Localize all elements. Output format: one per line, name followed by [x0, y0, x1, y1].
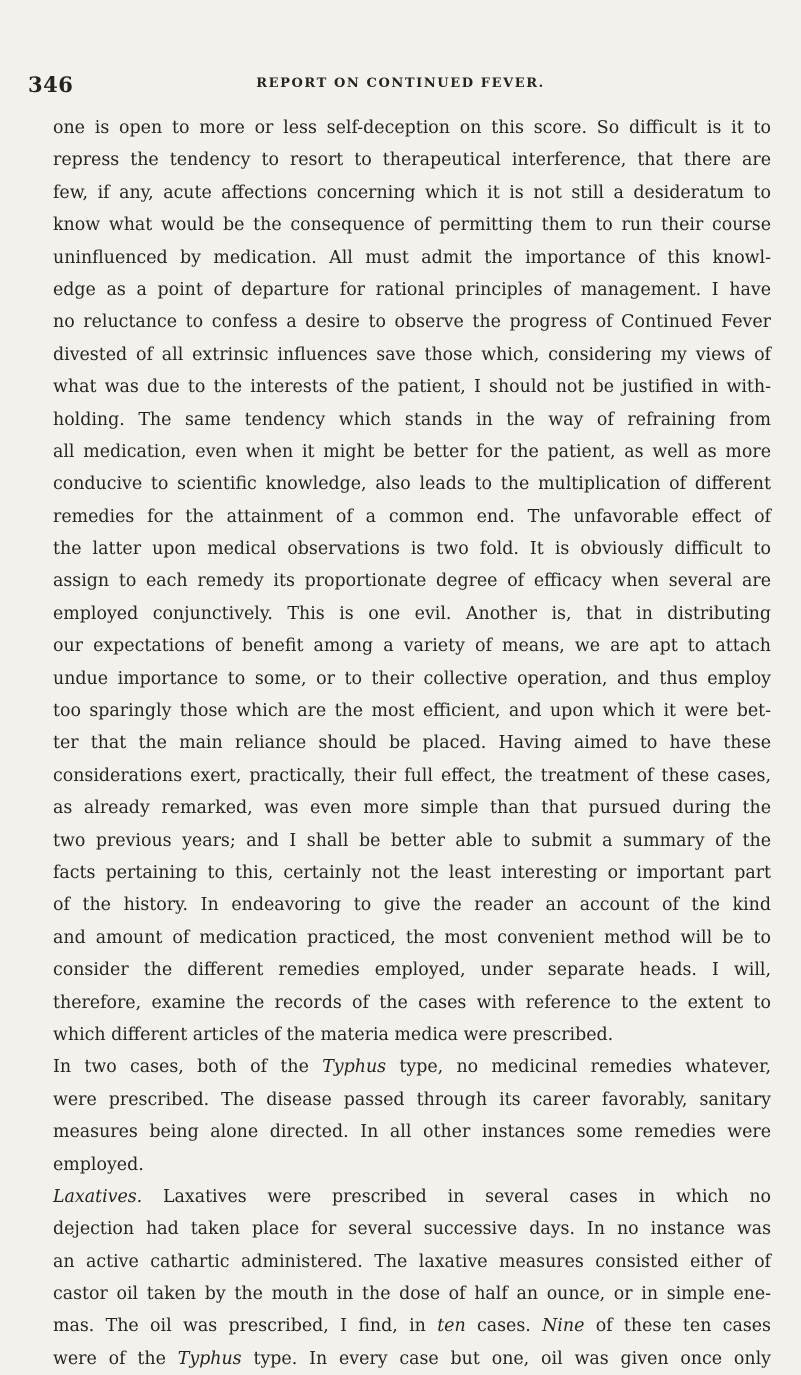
text-segment: of the history. In endeavoring to give the reader an account of the kind: [53, 895, 771, 916]
text-segment: undue importance to some, or to their collective operation, and thus employ: [53, 668, 771, 689]
text-line: [53, 825, 771, 857]
text-segment: few, if any, acute affections concerning which it is not still a desideratum to: [53, 182, 771, 203]
text-line: [53, 954, 771, 986]
italic-text: Typhus: [322, 1057, 387, 1078]
text-segment: castor oil taken by the mouth in the dose of half an ounce, or in simple ene-: [53, 1284, 771, 1305]
text-segment: therefore, examine the records of the cases with reference to the extent to: [53, 992, 771, 1013]
text-line: [53, 727, 771, 759]
running-title: REPORT ON CONTINUED FEVER.: [256, 76, 545, 91]
text-segment: uninfluenced by medication. All must admit the importance of this knowl-: [53, 247, 771, 268]
text-segment: remedies for the attainment of a common end. The unfavorable effect of: [53, 506, 771, 527]
text-segment: edge as a point of departure for rational principles of management. I have: [53, 279, 771, 300]
text-line: [53, 436, 771, 468]
text-line: [53, 1181, 771, 1213]
text-segment: employed.: [53, 1154, 144, 1175]
text-line: [53, 209, 771, 241]
text-segment: assign to each remedy its proportionate degree of efficacy when several are: [53, 571, 771, 592]
text-segment: Laxatives were prescribed in several cases in which no: [142, 1186, 771, 1207]
text-line: [53, 274, 771, 306]
text-segment: ter that the main reliance should be placed. Having aimed to have these: [53, 733, 771, 754]
text-segment: an active cathartic administered. The laxative measures consisted either of: [53, 1251, 771, 1272]
text-segment: type, no medicinal remedies whatever,: [386, 1057, 772, 1078]
text-line: [53, 1343, 771, 1375]
text-line: [53, 922, 771, 954]
text-line: [53, 1310, 771, 1342]
text-line: [53, 792, 771, 824]
body-text: [53, 112, 771, 1375]
italic-text: Nine: [542, 1316, 585, 1337]
text-segment: which different articles of the materia medica were prescribed.: [53, 1024, 614, 1045]
text-line: [53, 1051, 771, 1083]
text-segment: cases.: [465, 1316, 543, 1337]
page-header: [28, 72, 773, 102]
text-line: [53, 242, 771, 274]
text-line: [53, 1019, 771, 1051]
text-segment: of these ten cases: [584, 1316, 771, 1337]
text-segment: as already remarked, was even more simple than that pursued during the: [53, 798, 771, 819]
text-segment: were prescribed. The disease passed through its career favorably, sanitary: [53, 1089, 771, 1110]
text-segment: facts pertaining to this, certainly not the least interesting or important part: [53, 862, 771, 883]
text-segment: divested of all extrinsic influences save those which, considering my views of: [53, 344, 771, 365]
text-line: [53, 565, 771, 597]
text-segment: repress the tendency to resort to therapeutical interference, that there are: [53, 150, 771, 171]
text-line: [53, 857, 771, 889]
text-segment: type. In every case but one, oil was given once only: [241, 1348, 771, 1369]
text-line: [53, 760, 771, 792]
text-line: [53, 1278, 771, 1310]
text-segment: too sparingly those which are the most efficient, and upon which it were bet-: [53, 701, 771, 722]
text-line: [53, 1116, 771, 1148]
text-segment: In two cases, both of the: [53, 1057, 323, 1078]
text-line: [53, 306, 771, 338]
text-line: [53, 177, 771, 209]
text-line: [53, 144, 771, 176]
text-line: [53, 987, 771, 1019]
text-segment: considerations exert, practically, their full effect, the treatment of these cases,: [53, 765, 771, 786]
text-segment: all medication, even when it might be better for the patient, as well as more: [53, 441, 771, 462]
text-line: [53, 1149, 771, 1181]
text-segment: our expectations of benefit among a variety of means, we are apt to attach: [53, 636, 771, 657]
text-segment: holding. The same tendency which stands in the way of refraining from: [53, 409, 771, 430]
text-segment: consider the different remedies employed, under separate heads. I will,: [53, 960, 771, 981]
text-line: [53, 630, 771, 662]
text-segment: the latter upon medical observations is two fold. It is obviously difficult to: [53, 539, 771, 560]
text-segment: know what would be the consequence of permitting them to run their course: [53, 215, 771, 236]
text-segment: one is open to more or less self-deception on this score. So difficult is it to: [53, 118, 771, 138]
text-segment: employed conjunctively. This is one evil. Another is, that in distributing: [53, 603, 771, 624]
page-number: 346: [28, 72, 74, 97]
text-line: [53, 501, 771, 533]
text-line: [53, 339, 771, 371]
text-segment: and amount of medication practiced, the most convenient method will be to: [53, 927, 771, 948]
text-segment: were of the: [53, 1348, 178, 1369]
text-line: [53, 404, 771, 436]
text-segment: no reluctance to confess a desire to observe the progress of Continued Fever: [53, 312, 771, 333]
text-line: [53, 112, 771, 144]
text-line: [53, 889, 771, 921]
text-line: [53, 663, 771, 695]
text-segment: mas. The oil was prescribed, I find, in: [53, 1316, 438, 1337]
text-segment: two previous years; and I shall be better able to submit a summary of the: [53, 830, 771, 851]
text-line: [53, 533, 771, 565]
text-line: [53, 1246, 771, 1278]
italic-text: Typhus: [177, 1348, 242, 1369]
italic-text: ten: [437, 1316, 466, 1337]
text-line: [53, 371, 771, 403]
italic-text: Laxatives.: [53, 1186, 143, 1207]
text-segment: what was due to the interests of the patient, I should not be justified in with-: [53, 377, 771, 398]
text-line: [53, 598, 771, 630]
text-segment: dejection had taken place for several successive days. In no instance was: [53, 1219, 771, 1240]
text-line: [53, 1084, 771, 1116]
text-line: [53, 695, 771, 727]
text-segment: measures being alone directed. In all other instances some remedies were: [53, 1122, 771, 1143]
text-line: [53, 468, 771, 500]
text-line: [53, 1213, 771, 1245]
text-segment: conducive to scientific knowledge, also leads to the multiplication of different: [53, 474, 771, 495]
